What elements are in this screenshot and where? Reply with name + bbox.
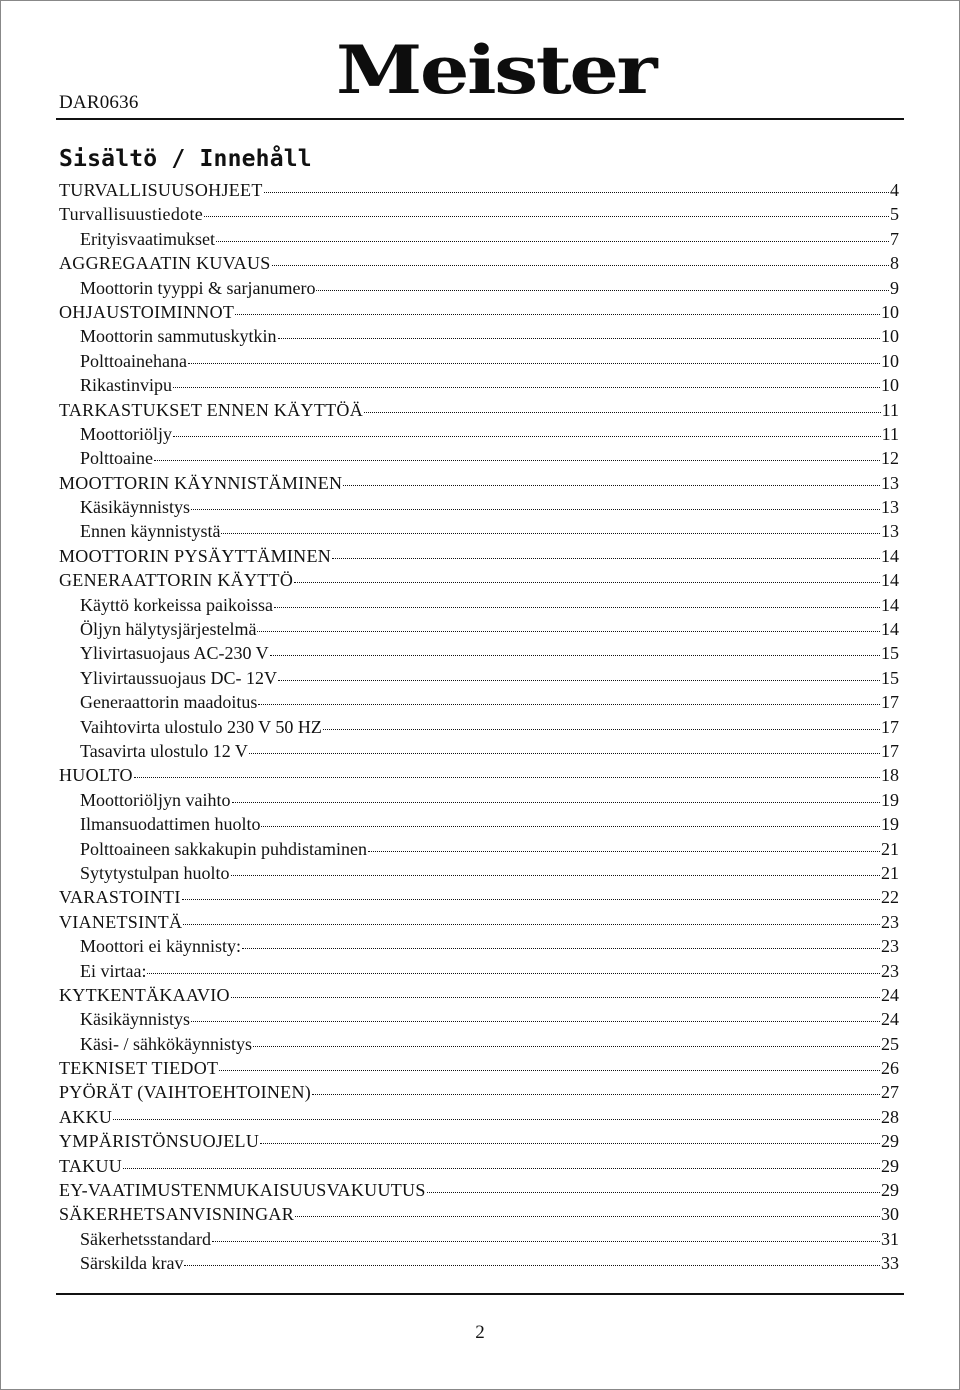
- toc-entry-page: 17: [881, 716, 899, 737]
- toc-entry[interactable]: [59, 349, 899, 373]
- toc-entry-page: 29: [881, 1155, 899, 1176]
- toc-entry[interactable]: [59, 519, 899, 543]
- toc-entry[interactable]: [59, 373, 899, 397]
- toc-entry-label: Ennen käynnistystä: [80, 521, 221, 542]
- toc-entry[interactable]: [59, 959, 899, 983]
- page-number: 2: [475, 1322, 485, 1343]
- toc-entry-label: MOOTTORIN KÄYNNISTÄMINEN: [59, 472, 343, 493]
- dot-leader: [316, 290, 889, 291]
- toc-entry[interactable]: [59, 1251, 899, 1275]
- toc-entry[interactable]: [59, 715, 899, 739]
- toc-entry-label: Säkerhetsstandard: [80, 1228, 211, 1249]
- toc-entry-label: Moottori ei käynnisty:: [80, 936, 241, 957]
- toc-entry-label: Polttoaine: [80, 448, 153, 469]
- toc-entry-label: Rikastinvipu: [80, 375, 173, 396]
- dot-leader: [343, 485, 880, 486]
- toc-entry-page: 14: [881, 545, 899, 566]
- toc-entry-label: Ilmansuodattimen huolto: [80, 814, 261, 835]
- toc-entry[interactable]: [59, 739, 899, 763]
- toc-entry[interactable]: [59, 568, 899, 592]
- dot-leader: [154, 460, 880, 461]
- toc-entry-label: TURVALLISUUSOHJEET: [59, 180, 263, 200]
- toc-entry[interactable]: [59, 251, 899, 275]
- dot-leader: [231, 875, 880, 876]
- dot-leader: [323, 729, 880, 730]
- toc-entry-label: HUOLTO: [59, 765, 133, 786]
- dot-leader: [184, 1265, 880, 1266]
- dot-leader: [249, 753, 880, 754]
- toc-entry-page: 23: [881, 960, 899, 981]
- dot-leader: [182, 899, 880, 900]
- dot-leader: [270, 655, 880, 656]
- toc-entry[interactable]: [59, 910, 899, 934]
- dot-leader: [260, 1143, 880, 1144]
- toc-entry[interactable]: [59, 934, 899, 958]
- toc-entry-label: Turvallisuustiedote: [59, 204, 204, 225]
- toc-entry-page: 23: [881, 911, 899, 932]
- toc-entry-label: Öljyn hälytysjärjestelmä: [80, 619, 257, 640]
- toc-entry-page: 15: [881, 667, 899, 688]
- dot-leader: [191, 1021, 880, 1022]
- toc-entry-label: Käyttö korkeissa paikoissa: [80, 594, 273, 615]
- toc-entry-label: MOOTTORIN PYSÄYTTÄMINEN: [59, 545, 332, 566]
- toc-entry-label: Särskilda krav: [80, 1253, 184, 1274]
- dot-leader: [173, 436, 881, 437]
- toc-entry[interactable]: [59, 861, 899, 885]
- dot-leader: [212, 1241, 880, 1242]
- dot-leader: [231, 997, 880, 998]
- toc-entry[interactable]: [59, 1056, 899, 1080]
- toc-entry-page: 17: [881, 740, 899, 761]
- toc-entry-page: 28: [881, 1106, 899, 1127]
- toc-entry[interactable]: [59, 495, 899, 519]
- toc-entry-page: 14: [881, 594, 899, 615]
- dot-leader: [312, 1094, 880, 1095]
- toc-entry[interactable]: [59, 1227, 899, 1251]
- toc-entry-label: Tasavirta ulostulo 12 V: [80, 740, 248, 761]
- toc-entry-label: AKKU: [59, 1106, 113, 1127]
- toc-entry[interactable]: [59, 1080, 899, 1104]
- toc-entry-page: 29: [881, 1180, 899, 1201]
- toc-entry-page: 17: [881, 692, 899, 713]
- toc-entry-page: 21: [881, 838, 899, 859]
- dot-leader: [258, 704, 880, 705]
- dot-leader: [364, 412, 881, 413]
- toc-entry-label: Moottorin sammutuskytkin: [80, 326, 277, 347]
- toc-entry[interactable]: [59, 1154, 899, 1178]
- dot-leader: [368, 851, 880, 852]
- toc-entry-page: 10: [881, 350, 899, 371]
- toc-entry-page: 12: [881, 448, 899, 469]
- toc-entry-label: Käsikäynnistys: [80, 1009, 190, 1030]
- toc-entry[interactable]: [59, 1105, 899, 1129]
- toc-entry[interactable]: [59, 788, 899, 812]
- toc-entry-label: Sytytystulpan huolto: [80, 862, 230, 883]
- dot-leader: [294, 582, 880, 583]
- dot-leader: [278, 680, 880, 681]
- toc-entry-page: 29: [881, 1131, 899, 1152]
- dot-leader: [253, 1046, 880, 1047]
- toc-entry-page: 22: [881, 887, 899, 908]
- toc-entry-page: 19: [881, 789, 899, 810]
- toc-entry-page: 18: [881, 765, 899, 786]
- toc-entry[interactable]: [59, 690, 899, 714]
- toc-entry-page: 11: [881, 423, 899, 444]
- toc-entry[interactable]: [59, 202, 899, 226]
- toc-entry[interactable]: [59, 885, 899, 909]
- toc-entry[interactable]: [59, 227, 899, 251]
- toc-entry[interactable]: [59, 617, 899, 641]
- toc-entry-label: TARKASTUKSET ENNEN KÄYTTÖÄ: [59, 399, 364, 420]
- toc-entry-page: 10: [881, 326, 899, 347]
- toc-entry-label: Moottoriöljyn vaihto: [80, 789, 231, 810]
- toc-entry-page: 33: [881, 1253, 899, 1274]
- dot-leader: [235, 314, 880, 315]
- dot-leader: [216, 241, 889, 242]
- toc-entry-page: 13: [881, 472, 899, 493]
- toc-entry-label: VARASTOINTI: [59, 887, 181, 908]
- toc-entry-label: Ylivirtasuojaus AC-230 V: [80, 643, 269, 664]
- dot-leader: [183, 924, 880, 925]
- toc-entry[interactable]: [59, 1178, 899, 1202]
- toc-entry-page: 5: [890, 204, 899, 225]
- toc-entry-page: 4: [890, 180, 899, 200]
- dot-leader: [134, 777, 880, 778]
- toc-entry-label: Ei virtaa:: [80, 960, 147, 981]
- dot-leader: [173, 387, 880, 388]
- toc-entry-label: SÄKERHETSANVISNINGAR: [59, 1204, 295, 1225]
- dot-leader: [219, 1070, 880, 1071]
- dot-leader: [427, 1192, 880, 1193]
- dot-leader: [147, 973, 880, 974]
- toc-entry[interactable]: [59, 422, 899, 446]
- dot-leader: [242, 948, 880, 949]
- toc-entry[interactable]: [59, 837, 899, 861]
- toc-entry[interactable]: [59, 276, 899, 300]
- dot-leader: [332, 558, 880, 559]
- toc-entry[interactable]: [59, 763, 899, 787]
- toc-entry-label: TEKNISET TIEDOT: [59, 1058, 219, 1079]
- dot-leader: [295, 1216, 880, 1217]
- toc-entry-page: 11: [881, 399, 899, 420]
- toc-entry-label: KYTKENTÄKAAVIO: [59, 984, 230, 1005]
- toc-entry[interactable]: [59, 1032, 899, 1056]
- toc-entry-page: 27: [881, 1082, 899, 1103]
- toc-entry[interactable]: [59, 983, 899, 1007]
- toc-entry[interactable]: [59, 1007, 899, 1031]
- toc-entry-page: 15: [881, 643, 899, 664]
- table-of-contents: [59, 178, 899, 1276]
- toc-entry-page: 13: [881, 497, 899, 518]
- dot-leader: [113, 1119, 880, 1120]
- dot-leader: [278, 338, 880, 339]
- header-divider: [56, 118, 904, 120]
- toc-entry[interactable]: [59, 1202, 899, 1226]
- toc-entry-label: YMPÄRISTÖNSUOJELU: [59, 1131, 260, 1152]
- toc-entry[interactable]: [59, 666, 899, 690]
- toc-entry[interactable]: [59, 1129, 899, 1153]
- dot-leader: [261, 826, 880, 827]
- toc-entry-page: 19: [881, 814, 899, 835]
- toc-entry-page: 7: [890, 228, 899, 249]
- toc-entry-page: 13: [881, 521, 899, 542]
- dot-leader: [188, 363, 880, 364]
- dot-leader: [232, 802, 881, 803]
- toc-entry-page: 21: [881, 862, 899, 883]
- toc-entry-page: 31: [881, 1228, 899, 1249]
- toc-entry-page: 24: [881, 984, 899, 1005]
- dot-leader: [123, 1168, 880, 1169]
- toc-entry[interactable]: [59, 641, 899, 665]
- dot-leader: [264, 192, 889, 193]
- toc-entry-page: 25: [881, 1033, 899, 1054]
- toc-entry-label: Erityisvaatimukset: [80, 228, 215, 249]
- toc-entry-label: Käsikäynnistys: [80, 497, 190, 518]
- dot-leader: [191, 509, 880, 510]
- toc-entry-label: EY-VAATIMUSTENMUKAISUUSVAKUUTUS: [59, 1180, 426, 1201]
- toc-entry-page: 30: [881, 1204, 899, 1225]
- toc-entry-page: 24: [881, 1009, 899, 1030]
- toc-entry-page: 14: [881, 619, 899, 640]
- toc-entry-label: TAKUU: [59, 1155, 123, 1176]
- toc-entry[interactable]: [59, 446, 899, 470]
- toc-entry-label: AGGREGAATIN KUVAUS: [59, 253, 271, 274]
- toc-entry-label: VIANETSINTÄ: [59, 911, 183, 932]
- toc-entry[interactable]: [59, 300, 899, 324]
- dot-leader: [272, 265, 889, 266]
- toc-entry-label: Generaattorin maadoitus: [80, 692, 258, 713]
- toc-entry[interactable]: [59, 398, 899, 422]
- toc-entry-label: GENERAATTORIN KÄYTTÖ: [59, 570, 294, 591]
- toc-entry[interactable]: [59, 812, 899, 836]
- toc-entry-page: 10: [881, 375, 899, 396]
- toc-entry-label: OHJAUSTOIMINNOT: [59, 301, 235, 322]
- toc-entry[interactable]: [59, 544, 899, 568]
- meister-logo: Meister: [336, 31, 656, 109]
- toc-entry-label: PYÖRÄT (VAIHTOEHTOINEN): [59, 1082, 312, 1103]
- toc-entry-label: Polttoaineen sakkakupin puhdistaminen: [80, 838, 367, 859]
- toc-title: Sisältö / Innehåll: [59, 146, 312, 172]
- dot-leader: [274, 607, 880, 608]
- footer-divider: [56, 1293, 904, 1295]
- toc-entry-label: Vaihtovirta ulostulo 230 V 50 HZ: [80, 716, 322, 737]
- toc-entry-page: 8: [890, 253, 899, 274]
- toc-entry-page: 10: [881, 301, 899, 322]
- toc-entry-page: 9: [890, 277, 899, 298]
- toc-entry[interactable]: [59, 178, 899, 202]
- toc-entry-page: 26: [881, 1058, 899, 1079]
- toc-entry[interactable]: [59, 593, 899, 617]
- toc-entry[interactable]: [59, 324, 899, 348]
- document-code: DAR0636: [59, 92, 139, 113]
- toc-entry-label: Moottoriöljy: [80, 423, 173, 444]
- toc-entry-page: 23: [881, 936, 899, 957]
- toc-entry-label: Käsi- / sähkökäynnistys: [80, 1033, 252, 1054]
- dot-leader: [204, 216, 889, 217]
- toc-entry-label: Polttoainehana: [80, 350, 187, 371]
- toc-entry-label: Ylivirtaussuojaus DC- 12V: [80, 667, 277, 688]
- dot-leader: [221, 533, 880, 534]
- toc-entry-label: Moottorin tyyppi & sarjanumero: [80, 277, 316, 298]
- toc-entry-page: 14: [881, 570, 899, 591]
- dot-leader: [257, 631, 880, 632]
- toc-entry[interactable]: [59, 471, 899, 495]
